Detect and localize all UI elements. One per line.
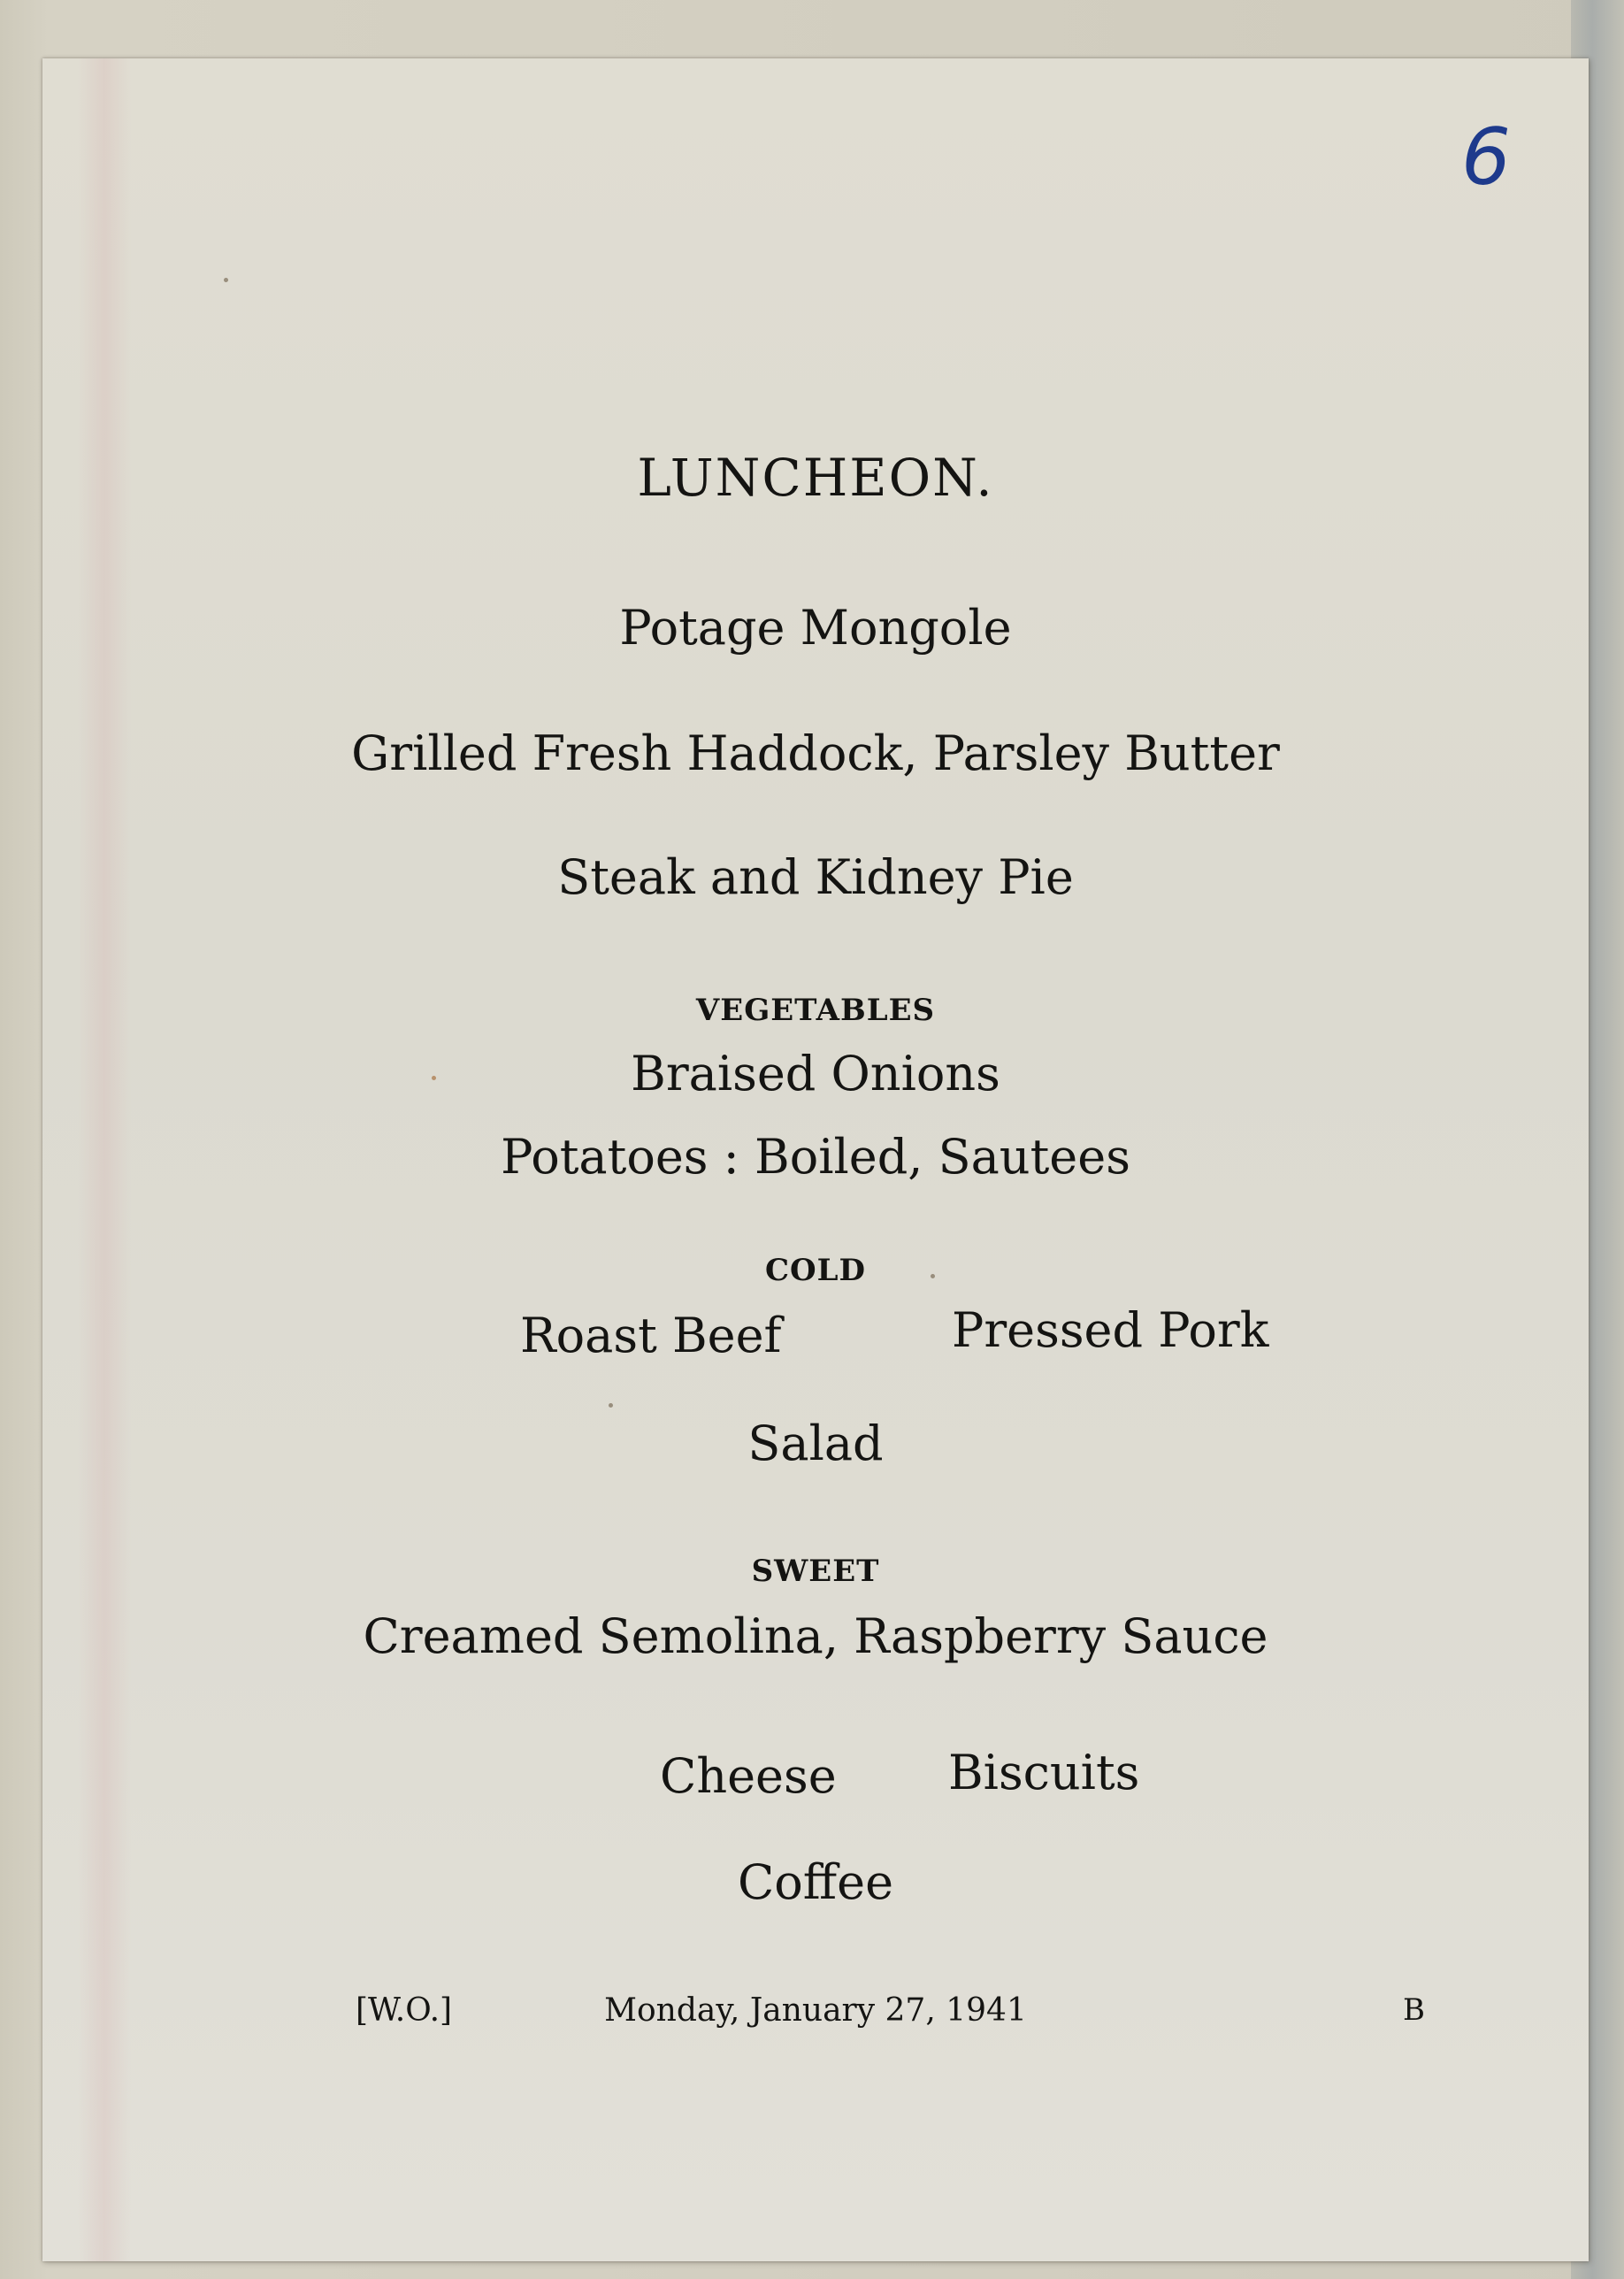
sweet-item: Creamed Semolina, Raspberry Sauce (363, 1608, 1268, 1664)
paper-speck (432, 1076, 436, 1080)
footer-code: [W.O.] (356, 1992, 453, 2029)
cold-item-roast-beef: Roast Beef (520, 1308, 782, 1363)
vegetable-item: Potatoes : Boiled, Sautees (501, 1129, 1130, 1185)
cold-item-pressed-pork: Pressed Pork (952, 1302, 1269, 1358)
handwritten-page-number: 6 (1461, 111, 1511, 203)
menu-title: LUNCHEON. (637, 448, 994, 508)
paper-speck (224, 278, 228, 282)
footer-date: Monday, January 27, 1941 (604, 1992, 1027, 2029)
vegetable-item: Braised Onions (631, 1046, 1000, 1101)
coffee-item: Coffee (737, 1854, 894, 1910)
sweet-heading: SWEET (751, 1554, 880, 1589)
vegetables-heading: VEGETABLES (695, 993, 936, 1028)
footer-mark: B (1403, 1992, 1425, 2028)
dish-fish: Grilled Fresh Haddock, Parsley Butter (351, 725, 1280, 781)
dish-soup: Potage Mongole (619, 600, 1012, 656)
cold-heading: COLD (764, 1253, 867, 1288)
biscuits-item: Biscuits (948, 1745, 1140, 1800)
paper-speck (931, 1274, 935, 1278)
dish-pie: Steak and Kidney Pie (557, 849, 1074, 905)
menu-card (42, 58, 1589, 2261)
cheese-item: Cheese (660, 1748, 837, 1804)
paper-speck (609, 1403, 613, 1408)
cold-item-salad: Salad (747, 1416, 884, 1471)
